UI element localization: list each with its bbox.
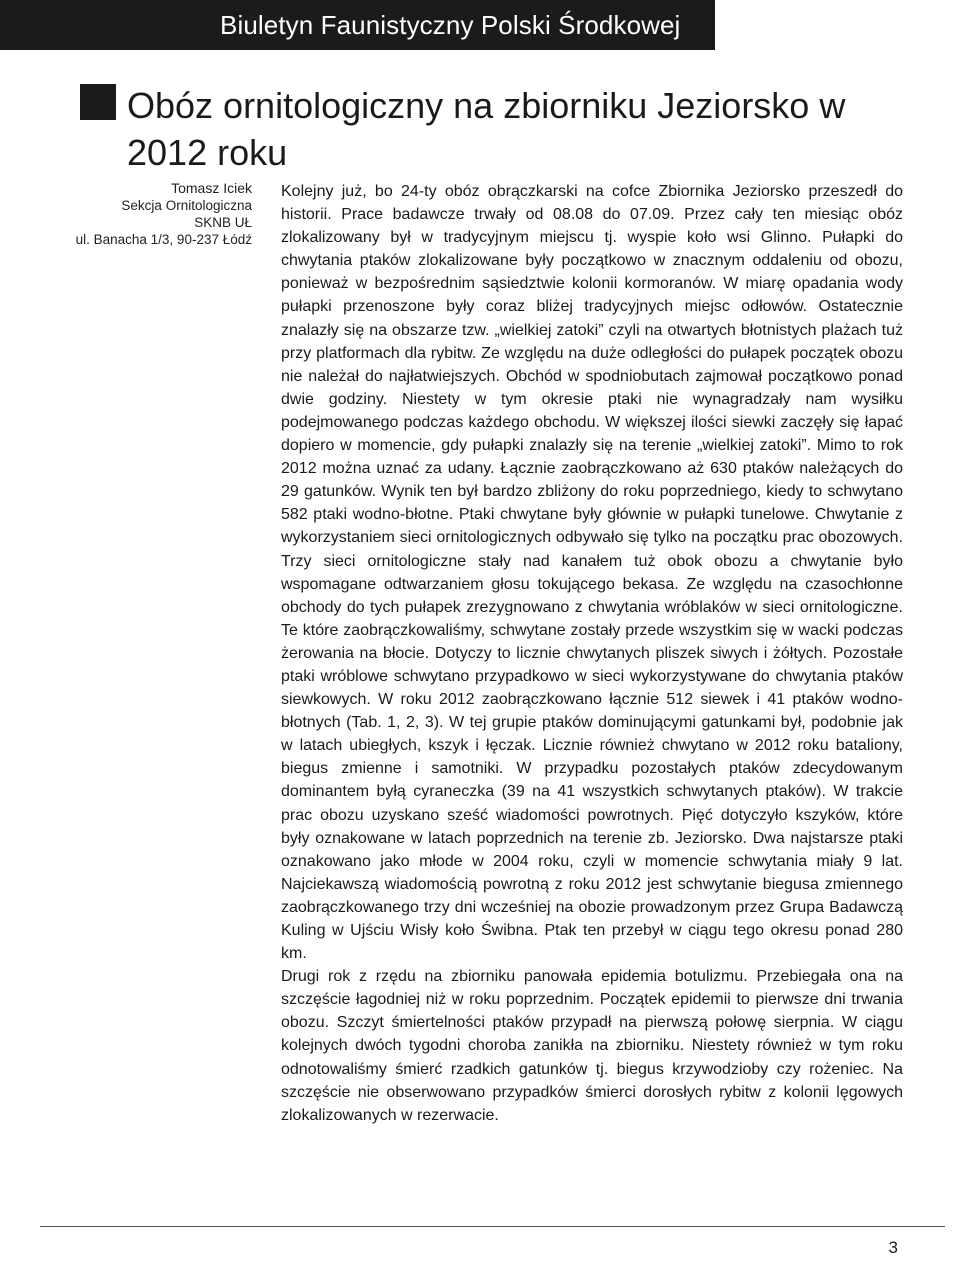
body-paragraph-2: Drugi rok z rzędu na zbiorniku panowała epidemia botulizmu. Przebiegała ona na szczęście łagodniej niż w roku poprzednim. Początek epidemii to pierwsze dni trwania obozu. Szczyt śmiertelności ptaków przypadł na pierwszą połowę sierpnia. W ciągu kolejnych dwóch tygodni choroba zanikła na zbiorniku. Niestety również w tym roku odnotowaliśmy śmierć rzadkich gatunków tj. biegus krzywodzioby czy rożeniec. Na szczęście nie obserwowano przypadków śmierci dorosłych rybitw z kolonii lęgowych zlokalizowanych w rezerwacie. [281,968,903,1124]
author-address: ul. Banacha 1/3, 90-237 Łódź [75,232,252,247]
author-name: Tomasz Iciek [171,180,252,196]
journal-title: Biuletyn Faunistyczny Polski Środkowej [220,10,681,40]
author-section: Sekcja Ornitologiczna [121,198,252,213]
body-paragraph-1: Kolejny już, bo 24-ty obóz obrączkarski na cofce Zbiornika Jeziorsko przeszedł do historii. Prace badawcze trwały od 08.08 do 07.09. Przez cały ten miesiąc obóz zlokalizowany był w tradycyjnym miejscu tj. wyspie koło wsi Glinno. Pułapki do chwytania ptaków zlokalizowane były początkowo w znacznym oddaleniu od obozu, ponieważ w bezpośrednim sąsiedztwie kolonii kormoranów. W miarę opadania wody pułapki przenoszone były coraz bliżej tradycyjnych miejsc odłowów. Ostatecznie znalazły się na obszarze tzw. „wielkiej zatoki” czyli na otwartych błotnistych plażach tuż przy platformach dla rybitw. Ze względu na duże odległości do pułapek początek obozu nie należał do najłatwiejszych. Obchód w spodniobutach zajmował początkowo ponad dwie godziny. Niestety w tym okresie ptaki nie wynagradzały nam wysiłku podejmowanego podczas każdego obchodu. W większej ilości siewki zaczęły się łapać dopiero w momencie, gdy pułapki znalazły się na terenie „wielkiej zatoki”. Mimo to rok 2012 można uznać za udany. Łącznie zaobrączkowano aż 630 ptaków należących do 29 gatunków. Wynik ten był bardzo zbliżony do roku poprzedniego, kiedy to schwytano 582 ptaki wodno-błotne. Ptaki chwytane były głównie w pułapki tunelowe. Chwytanie z wykorzystaniem sieci ornitologicznych odbywało się tylko na początku prac obozowych. Trzy sieci ornitologiczne stały nad kanałem tuż obok obozu a chwytanie było wspomagane odtwarzaniem głosu tokującego bekasa. Ze względu na czasochłonne obchody do tych pułapek zrezygnowano z chwytania wróblaków w sieci ornitologiczne. Te które zaobrączkowaliśmy, schwytane zostały przede wszystkim się w wacki podczas żerowania na błocie. Dotyczy to licznie chwytanych pliszek siwych i żółtych. Pozostałe ptaki wróblowe schwytano przypadkowo w sieci wykorzystywane do chwytania ptaków siewkowych. W roku 2012 zaobrączkowano łącznie 512 siewek i 41 ptaków wodno-błotnych (Tab. 1, 2, 3). W tej grupie ptaków dominującymi gatunkami był, podobnie jak w latach ubiegłych, kszyk i łęczak. Licznie również chwytano w 2012 roku bataliony, biegus zmienne i samotniki. W przypadku pozostałych ptaków zdecydowanym dominantem byłą cyraneczka (39 na 41 wszystkich schwytanych ptaków). W trakcie prac obozu uzyskano sześć wiadomości powrotnych. Pięć dotyczyło kszyków, które były oznakowane w latach poprzednich na terenie zb. Jeziorsko. Dwa najstarsze ptaki oznakowano jako młode w 2004 roku, czyli w momencie schwytania miały 9 lat. Najciekawszą wiadomością powrotną z roku 2012 jest schwytanie biegusa zmiennego zaobrączkowanego trzy dni wcześniej na obozie prowadzonym przez Grupa Badawczą Kuling w Ujściu Wisły koło Świbna. Ptak ten przebył w ciągu tego okresu ponad 280 km. [281,183,903,963]
title-square-marker [80,84,116,120]
article-title: Obóz ornitologiczny na zbiorniku Jeziorsko w 2012 roku [127,85,846,173]
author-affiliation [0,180,252,248]
footer-rule [40,1226,945,1227]
journal-header-bar [0,0,715,50]
article-title-block [80,82,940,176]
article-body [281,180,903,1127]
author-org: SKNB UŁ [194,215,252,230]
page-number: 3 [888,1238,898,1257]
